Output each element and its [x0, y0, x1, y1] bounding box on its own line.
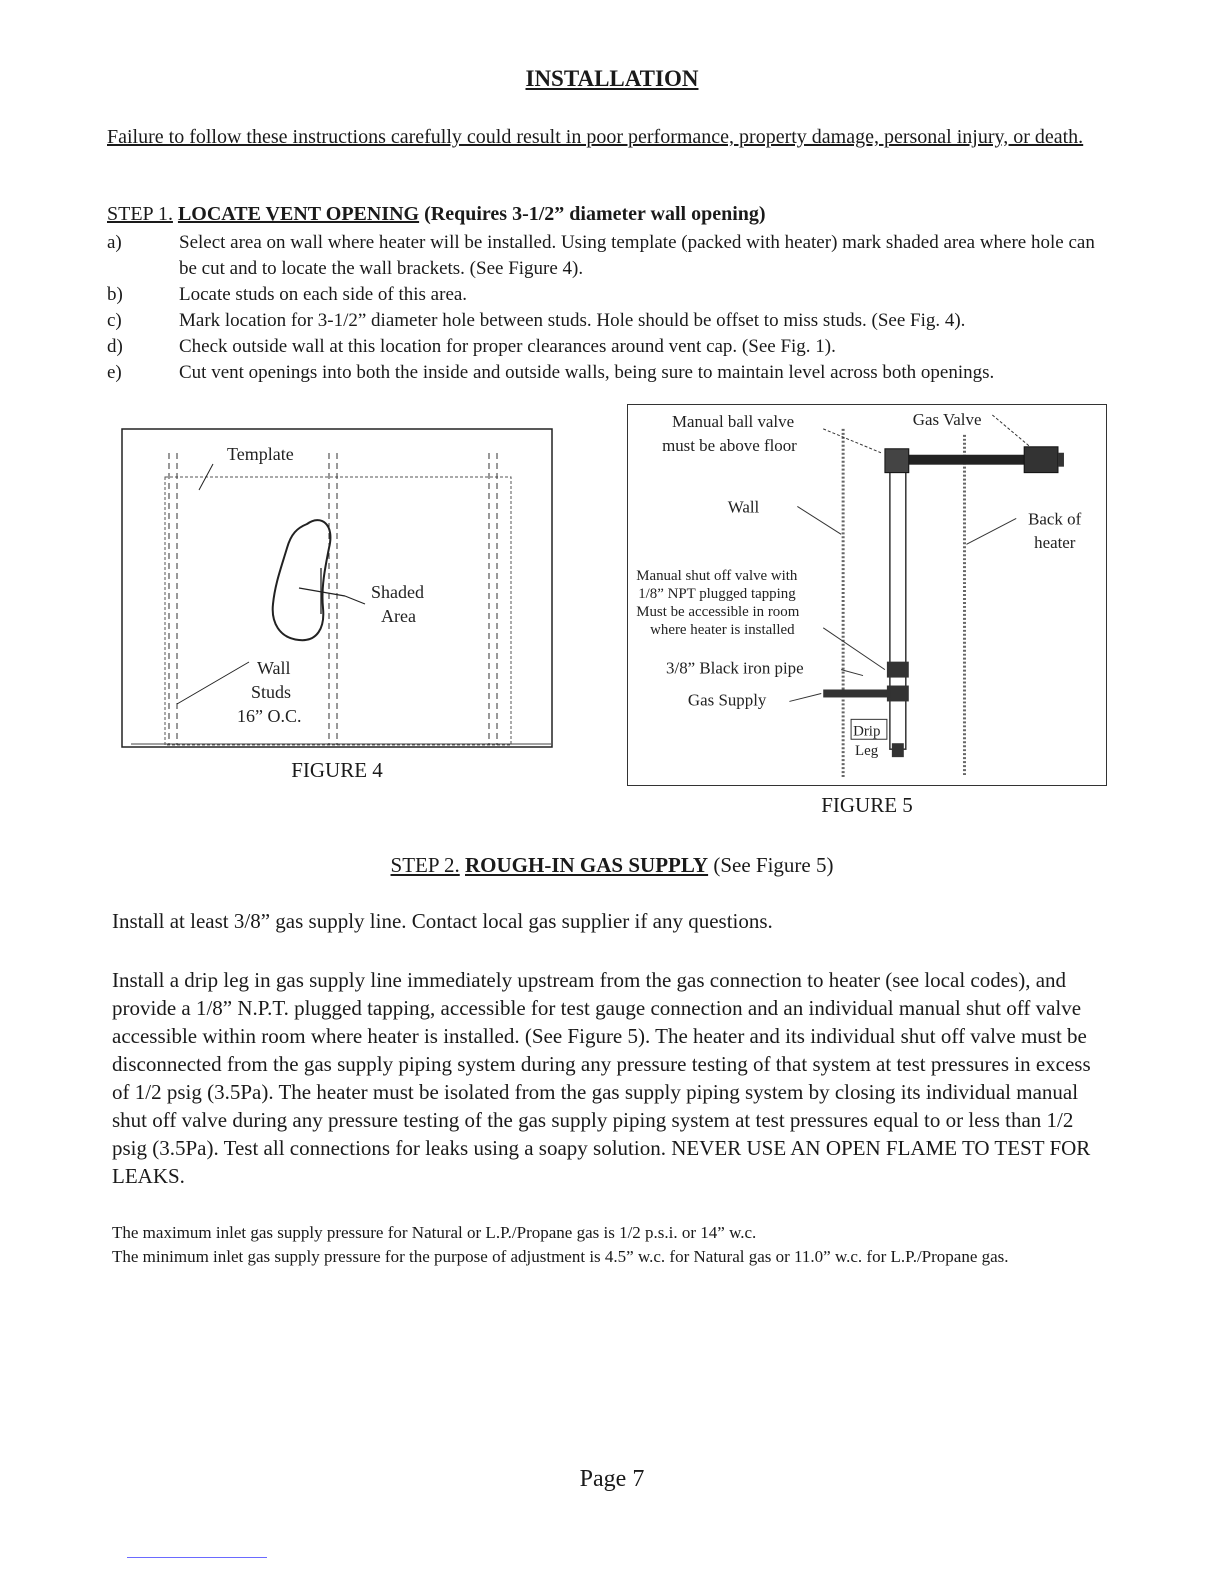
drip-label: Drip	[853, 723, 881, 740]
back-of-label: Back of	[1028, 509, 1082, 529]
shutoff-valve-icon	[887, 662, 909, 678]
gas-valve-icon	[1024, 447, 1058, 473]
list-marker: e)	[107, 362, 122, 383]
shaded-label: Shaded	[371, 582, 424, 602]
figure-4-caption: FIGURE 4	[291, 758, 383, 782]
list-item	[107, 334, 1117, 360]
horizontal-pipe	[897, 455, 1036, 465]
list-item	[107, 282, 1117, 308]
max-pressure-note: The maximum inlet gas supply pressure for Natural or L.P./Propane gas is 1/2 p.s.i. or 14” w.c.	[112, 1223, 757, 1242]
ball-valve-icon	[885, 449, 909, 473]
list-marker: d)	[107, 336, 123, 357]
list-item	[107, 230, 1117, 282]
shaded-leader-line	[345, 596, 365, 604]
bottom-rule	[127, 1557, 267, 1558]
shutoff-leader	[823, 628, 885, 670]
pipe-label: 3/8” Black iron pipe	[666, 658, 804, 678]
studs-label: Studs	[251, 682, 292, 702]
gas-valve-icon	[1058, 453, 1064, 467]
area-label: Area	[381, 606, 416, 626]
wall-label: Wall	[257, 658, 291, 678]
list-marker: b)	[107, 284, 123, 305]
shutoff-label: Must be accessible in room	[636, 603, 800, 620]
gas-supply-pipe	[823, 690, 891, 698]
warning-text: Failure to follow these instructions carefully could result in poor performance, property damage, personal injury, or death.	[107, 126, 1084, 148]
list-marker: c)	[107, 310, 122, 331]
step2-name: ROUGH-IN GAS SUPPLY	[465, 853, 709, 877]
step1-list	[107, 230, 1117, 386]
list-text: Cut vent openings into both the inside and outside walls, being sure to maintain level across both openings.	[179, 362, 995, 383]
step1-heading	[107, 203, 766, 226]
leg-label: Leg	[855, 743, 879, 760]
gas-valve-label: Gas Valve	[912, 409, 982, 429]
page-number: Page 7	[579, 1466, 645, 1492]
step1-requirement: (Requires 3-1/2” diameter wall opening)	[424, 203, 766, 225]
gas-supply-label: Gas Supply	[687, 690, 767, 710]
list-item	[107, 360, 1117, 386]
template-outline	[165, 477, 511, 745]
figure-5-caption: FIGURE 5	[821, 793, 913, 817]
list-text: Mark location for 3-1/2” diameter hole between studs. Hole should be offset to miss studs. (See Fig. 4).	[179, 310, 966, 331]
pressure-notes	[112, 1221, 1112, 1269]
ball-valve-label: Manual ball valve	[672, 411, 795, 431]
supply-line-paragraph: Install at least 3/8” gas supply line. Contact local gas supplier if any questions.	[112, 909, 773, 933]
step2-ref: (See Figure 5)	[713, 853, 834, 877]
min-pressure-note: The minimum inlet gas supply pressure for the purpose of adjustment is 4.5” w.c. for Natural gas or 11.0” w.c. for L.P./Propane gas.	[112, 1247, 1009, 1266]
page-title: INSTALLATION	[525, 66, 699, 91]
back-leader	[966, 518, 1016, 544]
shutoff-label: 1/8” NPT plugged tapping	[638, 585, 796, 602]
supply-leader	[789, 693, 821, 701]
step1-label: STEP 1.	[107, 203, 173, 225]
wall-leader	[797, 506, 841, 534]
shutoff-label: where heater is installed	[650, 621, 795, 638]
ball-valve-note: must be above floor	[662, 435, 797, 455]
step2-label: STEP 2.	[390, 853, 460, 877]
template-label: Template	[227, 444, 294, 464]
ball-valve-leader	[823, 429, 881, 453]
step2-heading	[0, 853, 1224, 878]
drip-leg-cap-icon	[892, 743, 904, 757]
shaded-area-shape	[273, 520, 331, 640]
list-text: Locate studs on each side of this area.	[179, 284, 468, 305]
drip-leg-paragraph: Install a drip leg in gas supply line immediately upstream from the gas connection to heater (see local codes), and provide a 1/8” N.P.T. plugged tapping, accessible for test gauge connection and an individual manual shut off valve accessible within room where heater is installed. (See Figure 5). The heater and its individual shut off valve must be disconnected from the gas supply piping system during any pressure testing of that system at test pressures in excess of 1/2 psig (3.5Pa). The heater must be isolated from the gas supply piping system by closing its individual manual shut off valve during any pressure testing of the gas supply piping system at test pressures equal to or less than 1/2 psig (3.5Pa). Test all connections for leaks using a soapy solution. NEVER USE AN OPEN FLAME TO TEST FOR LEAKS.	[112, 968, 1091, 1188]
figure-5-diagram	[627, 404, 1107, 786]
step1-name: LOCATE VENT OPENING	[177, 203, 420, 225]
list-marker: a)	[107, 232, 122, 253]
wall-leader-line	[177, 662, 249, 704]
list-text: Check outside wall at this location for proper clearances around vent cap. (See Fig. 1).	[179, 336, 836, 357]
stud-lines	[169, 453, 497, 745]
vertical-pipe	[890, 471, 906, 750]
wall-label: Wall	[727, 497, 760, 517]
list-text: Select area on wall where heater will be installed. Using template (packed with heater) mark shaded area where hole can be cut and to locate the wall brackets. (See Figure 4).	[179, 232, 1095, 279]
spacing-label: 16” O.C.	[237, 706, 302, 726]
heater-label: heater	[1034, 533, 1076, 553]
list-item	[107, 308, 1117, 334]
gas-valve-leader	[992, 415, 1030, 447]
shutoff-label: Manual shut off valve with	[636, 568, 798, 585]
figure-4-diagram	[121, 428, 553, 748]
